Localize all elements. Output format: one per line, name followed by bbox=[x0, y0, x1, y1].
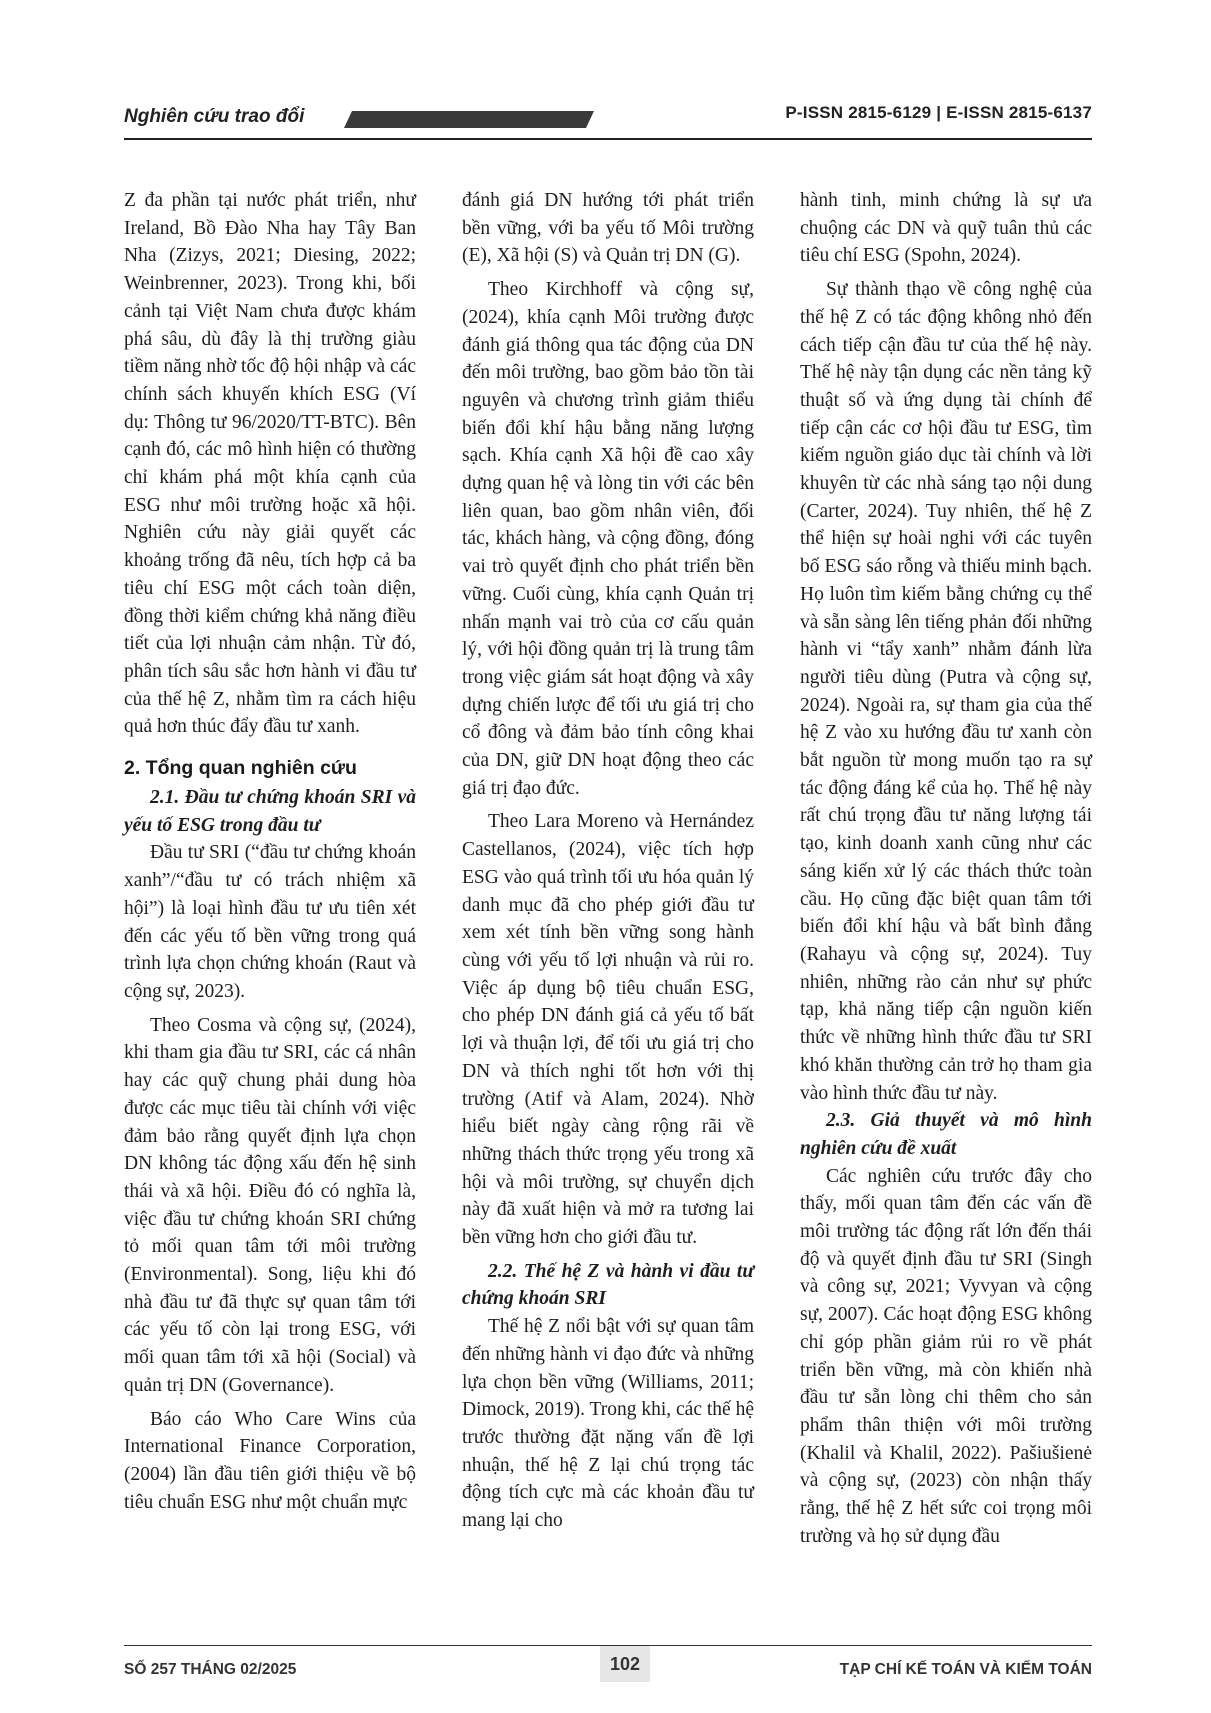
paragraph: Theo Lara Moreno và Hernández Castellanos, (2024), việc tích hợp ESG vào quá trình tối ưu hóa quản lý danh mục đã cho phép giới đầu tư xem xét tính bền vững song hành cùng với yếu tố lợi nhuận và rủi ro. Việc áp dụng bộ tiêu chuẩn ESG, cho phép DN đánh giá cả yếu tố bất lợi và thuận lợi, để tối ưu giá trị cho DN và thích nghi tốt hơn với thị trường (Atif và Alam, 2024). Nhờ hiểu biết ngày càng rộng rãi về những thách thức trọng yếu trong xã hội và môi trường, sự chuyển dịch này đã xuất hiện và mở ra tương lai bền vững hơn cho giới đầu tư. bbox=[462, 811, 754, 1249]
subsection-heading: 2.3. Giả thuyết và mô hình nghiên cứu đề xuất bbox=[800, 1110, 1092, 1159]
paragraph: đánh giá DN hướng tới phát triển bền vững, với ba yếu tố Môi trường (E), Xã hội (S) và Quản trị DN (G). bbox=[462, 190, 754, 267]
paragraph: Các nghiên cứu trước đây cho thấy, mối quan tâm đến các vấn đề môi trường tác động rất lớn đến thái độ và quyết định đầu tư SRI (Singh và công sự, 2021; Vyvyan và cộng sự, 2007). Các hoạt động ESG không chỉ góp phần giảm rủi ro về phát triển bền vững, mà còn khiến nhà đầu tư sẵn lòng chi thêm cho sản phẩm thân thiện với môi trường (Khalil và Khalil, 2022). Pašiušienė và cộng sự, (2023) còn nhận thấy rằng, thế hệ Z hết sức coi trọng môi trường và họ sử dụng đầu bbox=[800, 1165, 1092, 1547]
header-decorative-band bbox=[344, 111, 594, 128]
page-number: 102 bbox=[600, 1646, 650, 1682]
column-1 bbox=[124, 187, 416, 1516]
paragraph: hành tinh, minh chứng là sự ưa chuộng các DN và quỹ tuân thủ các tiêu chí ESG (Spohn, 2024). bbox=[800, 190, 1092, 267]
paragraph: Theo Cosma và cộng sự, (2024), khi tham gia đầu tư SRI, các cá nhân hay các quỹ chung phải dung hòa được các mục tiêu tài chính với việc đảm bảo rằng quyết định lựa chọn DN không tác động xấu đến hệ sinh thái và xã hội. Điều đó có nghĩa là, việc đầu tư chứng khoán SRI chứng tỏ mối quan tâm tới môi trường (Environmental). Song, liệu khi đó nhà đầu tư đã thực sự quan tâm tới các yếu tố còn lại trong ESG, với mối quan tâm tới xã hội (Social) và quản trị DN (Governance). bbox=[124, 1014, 416, 1396]
journal-name: TẠP CHÍ KẾ TOÁN VÀ KIỂM TOÁN bbox=[839, 1661, 1092, 1678]
paragraph: Báo cáo Who Care Wins của International Finance Corporation, (2004) lần đầu tiên giới thiệu về bộ tiêu chuẩn ESG như một chuẩn mực bbox=[124, 1408, 416, 1513]
column-3 bbox=[800, 187, 1092, 1550]
paragraph: Sự thành thạo về công nghệ của thế hệ Z có tác động không nhỏ đến cách tiếp cận đầu tư của thế hệ này. Thế hệ này tận dụng các nền tảng kỹ thuật số và ứng dụng tài chính để tiếp cận các cơ hội đầu tư ESG, tìm kiếm nguồn giáo dục tài chính và lời khuyên từ các nhà sáng tạo nội dung (Carter, 2024). Tuy nhiên, thế hệ Z thể hiện sự hoài nghi với các tuyên bố ESG sáo rỗng và thiếu minh bạch. Họ luôn tìm kiếm bằng chứng cụ thể và sẵn sàng lên tiếng phản đối những hành vi “tẩy xanh” nhằm đánh lừa người tiêu dùng (Putra và cộng sự, 2024). Ngoài ra, sự tham gia của thế hệ Z vào xu hướng đầu tư xanh còn bắt nguồn từ mong muốn tạo ra sự tác động đáng kể của họ. Thế hệ này rất chú trọng đầu tư năng lượng tái tạo, kinh doanh xanh cũng như các sáng kiến xử lý các thách thức toàn cầu. Họ cũng đặc biệt quan tâm tới biến đổi khí hậu và bất bình đẳng (Rahayu và cộng sự, 2024). Tuy nhiên, những rào cản như sự phức tạp, khả năng tiếp cận nguồn kiến thức về những hình thức đầu tư SRI khó khăn thường cản trở họ tham gia vào hình thức đầu tư này. bbox=[800, 279, 1092, 1104]
page-header bbox=[124, 100, 1092, 140]
issue-label: SỐ 257 THÁNG 02/2025 bbox=[124, 1661, 297, 1678]
section-label: Nghiên cứu trao đổi bbox=[124, 106, 305, 127]
paragraph: Đầu tư SRI (“đầu tư chứng khoán xanh”/“đầu tư có trách nhiệm xã hội”) là loại hình đầu tư ưu tiên xét đến các yếu tố bền vững trong quá trình lựa chọn chứng khoán (Raut và cộng sự, 2023). bbox=[124, 842, 416, 1002]
paragraph: Z đa phần tại nước phát triển, như Ireland, Bồ Đào Nha hay Tây Ban Nha (Zizys, 2021; Diesing, 2022; Weinbrenner, 2023). Trong khi, bối cảnh tại Việt Nam chưa được khám phá sâu, dù đây là thị trường giàu tiềm năng nhờ tốc độ hội nhập và các chính sách khuyến khích ESG (Ví dụ: Thông tư 96/2020/TT-BTC). Bên cạnh đó, các mô hình hiện có thường chỉ khám phá một khía cạnh của ESG như môi trường hoặc xã hội. Nghiên cứu này giải quyết các khoảng trống đã nêu, tích hợp cả ba tiêu chí ESG một cách toàn diện, đồng thời kiểm chứng khả năng điều tiết của lợi nhuận cảm nhận. Từ đó, phân tích sâu sắc hơn hành vi đầu tư của thế hệ Z, nhằm tìm ra cách hiệu quả hơn thúc đẩy đầu tư xanh. bbox=[124, 190, 416, 738]
column-2 bbox=[462, 187, 754, 1535]
issn-number: P-ISSN 2815-6129 | E-ISSN 2815-6137 bbox=[785, 103, 1092, 122]
section-heading: 2. Tổng quan nghiên cứu bbox=[124, 757, 357, 780]
subsection-heading: 2.2. Thế hệ Z và hành vi đầu tư chứng khoán SRI bbox=[462, 1260, 754, 1310]
paragraph: Thế hệ Z nổi bật với sự quan tâm đến những hành vi đạo đức và những lựa chọn bền vững (Williams, 2011; Dimock, 2019). Trong khi, các thế hệ trước thường đặt nặng vấn đề lợi nhuận, thế hệ Z lại chú trọng tác động tích cực mà các khoản đầu tư mang lại cho bbox=[462, 1316, 754, 1532]
page-footer bbox=[124, 1645, 1092, 1685]
header-rule bbox=[124, 138, 1092, 140]
subsection-heading: 2.1. Đầu tư chứng khoán SRI và yếu tố ESG trong đầu tư bbox=[124, 787, 416, 836]
paragraph: Theo Kirchhoff và cộng sự, (2024), khía cạnh Môi trường được đánh giá thông qua tác động của DN đến môi trường, bao gồm bảo tồn tài nguyên và chương trình giảm thiểu biến đổi khí hậu bằng năng lượng sạch. Khía cạnh Xã hội đề cao xây dựng quan hệ và lòng tin với các bên liên quan, bao gồm nhân viên, đối tác, khách hàng, và cộng đồng, đóng vai trò quyết định cho phát triển bền vững. Cuối cùng, khía cạnh Quản trị nhấn mạnh vai trò của cơ cấu quản lý, với hội đồng quản trị là trung tâm trong việc giám sát hoạt động và xây dựng chiến lược để tối ưu giá trị cho cổ đông và đảm bảo tính công khai của DN, giữ DN hoạt động theo các giá trị đạo đức. bbox=[462, 279, 754, 799]
